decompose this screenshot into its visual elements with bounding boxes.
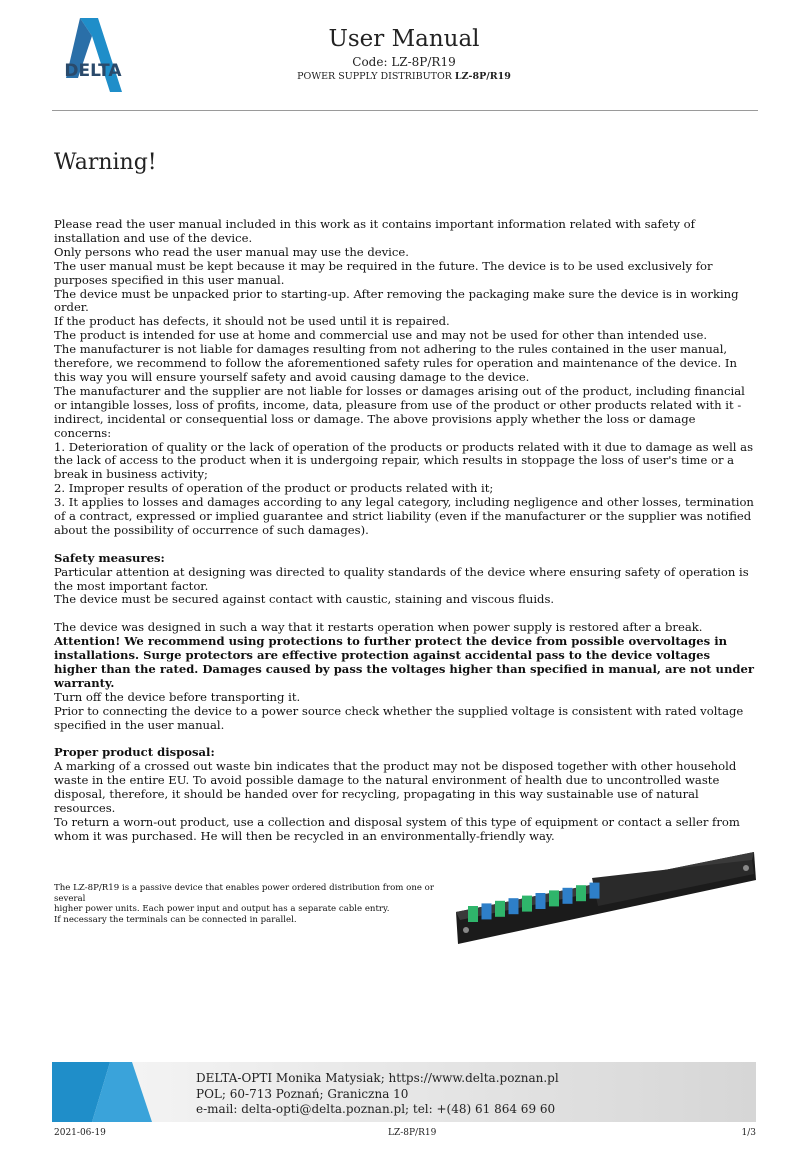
body-paragraph: Only persons who read the user manual may use the device. — [54, 244, 409, 259]
terminal-block — [590, 883, 600, 899]
header-divider — [52, 110, 758, 111]
terminal-block — [576, 885, 586, 901]
product-code: Code: LZ-8P/R19 — [352, 55, 456, 69]
body-paragraph: The user manual must be kept because it may be required in the future. The device is to be used exclusively for purposes specified in this user manual. — [54, 258, 713, 287]
attention-paragraph: Attention! We recommend using protections to further protect the device from possible overvoltages in installations. Surge protectors are effective protection against accidental pass to the device voltages higher than the rated. Damages caused by pass the voltages higher than specified in manual, are not under warranty. — [54, 634, 755, 690]
footer-logo-graphic — [52, 1062, 192, 1122]
terminal-block — [495, 901, 505, 917]
caption-line: If necessary the terminals can be connected in parallel. — [54, 915, 297, 926]
terminal-block — [536, 893, 546, 909]
body-paragraph: The product is intended for use at home and commercial use and may not be used for other than intended use. — [54, 328, 708, 343]
terminal-block — [468, 906, 478, 922]
safety-paragraph: The device was designed in such a way that it restarts operation when power supply is restored after a break. — [54, 620, 703, 635]
caption-line: higher power units. Each power input and output has a separate cable entry. — [54, 904, 390, 915]
logo-text: DELTA — [64, 61, 122, 81]
body-paragraph: The manufacturer is not liable for damages resulting from not adhering to the rules contained in the user manual, therefore, we recommend to follow the aforementioned safety rules for operation and maintenance of the device. In this way you will ensure yourself safety and avoid causing damage to the device. — [54, 342, 737, 384]
safety-heading: Safety measures: — [54, 550, 165, 565]
terminal-block — [549, 890, 559, 906]
product-image — [452, 850, 758, 945]
body-paragraph: If the product has defects, it should not be used until it is repaired. — [54, 314, 450, 329]
product-caption — [54, 883, 454, 926]
disposal-heading: Proper product disposal: — [54, 745, 215, 760]
safety-paragraph: Prior to connecting the device to a power source check whether the supplied voltage is consistent with rated voltage specified in the user manual. — [54, 703, 744, 732]
terminal-block — [509, 898, 519, 914]
body-paragraph: The device must be unpacked prior to starting-up. After removing the packaging make sure the device is in working order. — [54, 286, 739, 315]
terminal-block — [563, 888, 573, 904]
delta-logo — [52, 14, 134, 96]
disposal-paragraph: To return a worn-out product, use a collection and disposal system of this type of equipment or contact a seller from whom it was purchased. He will then be recycled in an environmentally-friendly way. — [54, 814, 740, 843]
disposal-paragraph: A marking of a crossed out waste bin indicates that the product may not be disposed together with other household waste in the entire EU. To avoid possible damage to the natural environment of health due to uncontrolled waste disposal, therefore, it should be handed over for recycling, propagating in this way sustainable use of natural resources. — [54, 759, 737, 816]
footer-company: DELTA-OPTI Monika Matysiak; https://www.delta.poznan.pl — [196, 1071, 559, 1085]
body-paragraph: 2. Improper results of operation of the product or products related with it; — [54, 481, 494, 496]
body-paragraph: 1. Deterioration of quality or the lack of operation of the products or products related with it due to damage as well as the lack of access to the product when it is undergoing repair, which results in stoppage the loss of user's time or a break in business activity; — [54, 439, 754, 482]
subtitle-prefix: POWER SUPPLY DISTRIBUTOR — [297, 71, 452, 82]
safety-paragraph: Turn off the device before transporting it. — [54, 689, 301, 704]
footer-address: POL; 60-713 Poznań; Graniczna 10 — [196, 1086, 409, 1101]
safety-paragraph: The device must be secured against contact with caustic, staining and viscous fluids. — [54, 592, 555, 607]
manual-body — [54, 218, 754, 844]
document-subtitle — [200, 71, 608, 82]
footer-contact: e-mail: delta-opti@delta.poznan.pl; tel: +(48) 61 864 69 60 — [196, 1102, 556, 1116]
body-paragraph: The manufacturer and the supplier are not liable for losses or damages arising out of the product, including financial or intangible losses, loss of profits, income, data, pleasure from use of the product or other products related with it - indirect, incidental or consequential loss or damage. The above provisions apply whether the loss or damage concerns: — [54, 383, 745, 440]
footer-info — [196, 1071, 559, 1118]
body-paragraph: 3. It applies to losses and damages according to any legal category, including negligence and other losses, termination of a contract, expressed or implied guarantee and strict liability (even if the manufacturer or the supplier was notified about the possibility of occurrence of such damages). — [54, 495, 754, 537]
body-paragraph: Please read the user manual included in this work as it contains important information related with safety of installation and use of the device. — [54, 217, 695, 245]
caption-line: The LZ-8P/R19 is a passive device that enables power ordered distribution from one or several — [54, 883, 434, 904]
terminal-block — [522, 896, 532, 912]
warning-heading: Warning! — [54, 150, 157, 175]
document-title: User Manual — [328, 26, 480, 52]
safety-paragraph: Particular attention at designing was directed to quality standards of the device where ensuring safety of operation is the most important factor. — [54, 564, 749, 593]
subtitle-model: LZ-8P/R19 — [454, 71, 511, 82]
footer-contact-bar — [52, 1062, 756, 1122]
terminal-block — [482, 903, 492, 919]
page-number: 1/3 — [741, 1128, 756, 1138]
footer-date: 2021-06-19 — [54, 1128, 106, 1138]
footer-model: LZ-8P/R19 — [388, 1128, 437, 1138]
